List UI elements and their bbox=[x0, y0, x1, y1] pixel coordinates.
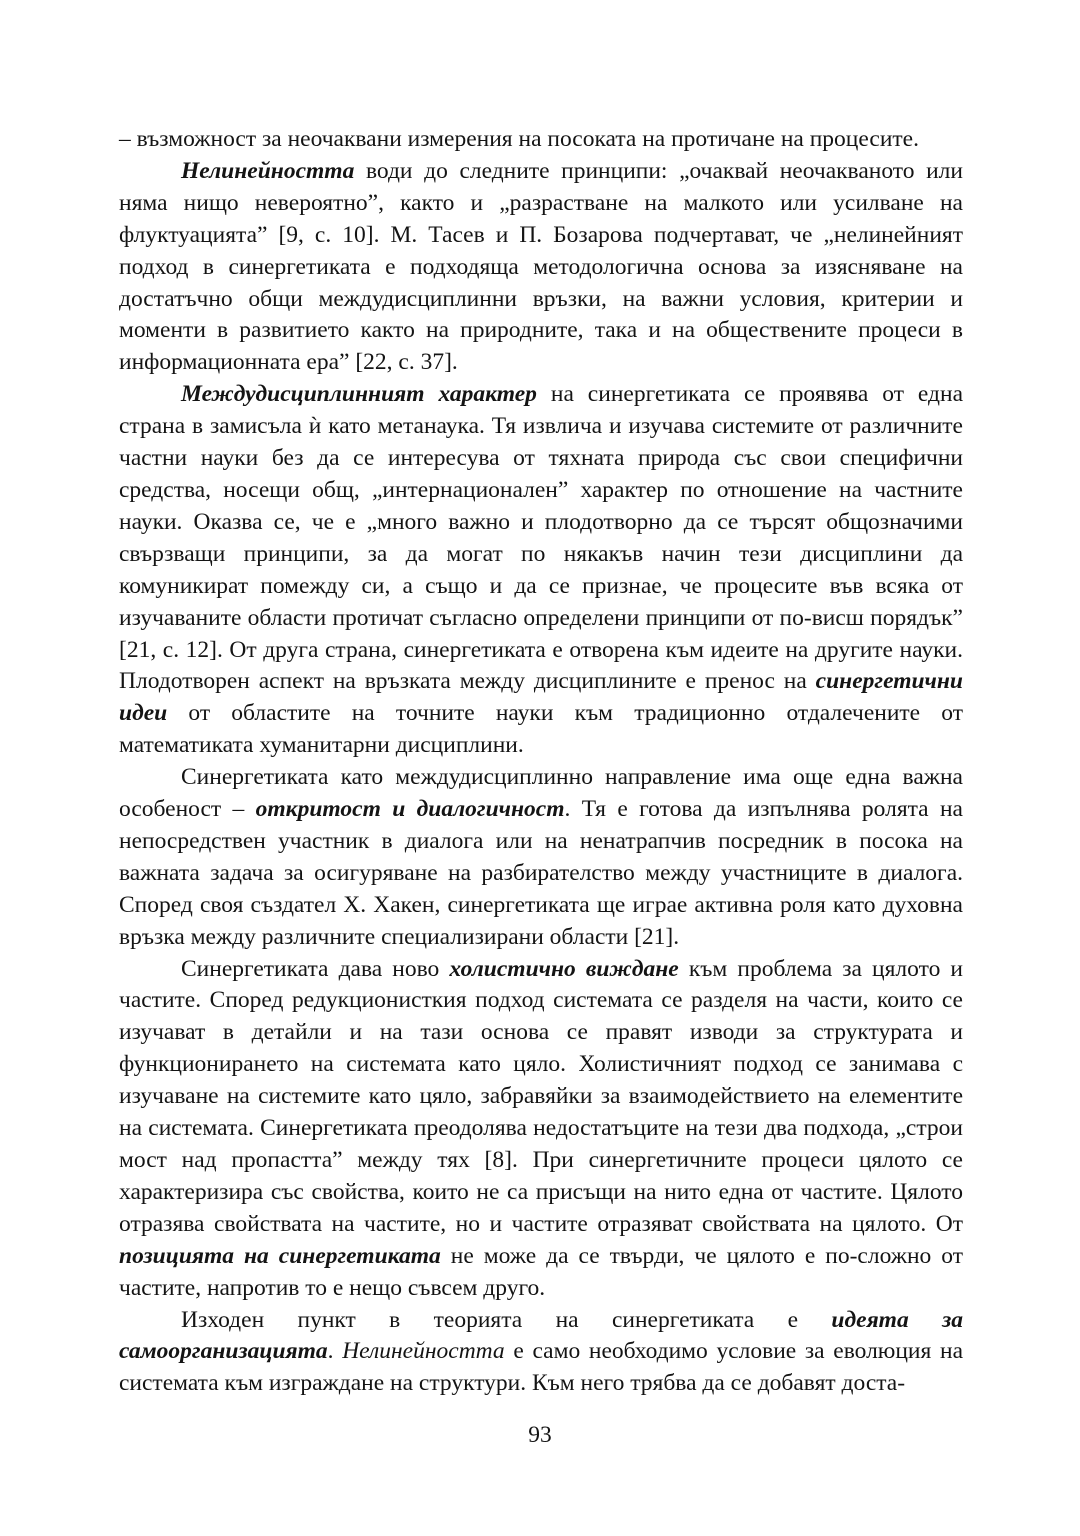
text-run: не може да се твърди, че цялото е по-сложно от частите, напротив то е нещо съвсем друго. bbox=[119, 1242, 963, 1301]
text-run: на синергетиката се проявява от една страна в замисъла ѝ като метанаука. Тя извлича и изучава системите от различните частни науки без да се интересува от тяхната природа със свои специфични средства, носещи общ, „интернационален” характер по отношение на частните науки. Оказва се, че е „много важно и плодотворно да се търсят общозначими свързващи принципи, за да могат по някакъв начин тези дисциплини да комуникират помежду си, а също и да се признае, че процесите във всяка от изучаваните области протичат съгласно определени принципи от по-висш порядък” [21, с. 12]. От друга страна, синергетиката е отворена към идеите на другите науки. Плодотворен аспект на връзката между дисциплините е пренос на bbox=[119, 381, 963, 695]
page-number: 93 bbox=[528, 1422, 552, 1448]
emphasized-term: синергетични идеи bbox=[119, 668, 963, 727]
paragraph bbox=[119, 379, 963, 762]
italic-term: Нелинейността bbox=[342, 1338, 505, 1365]
text-run: Синергетиката дава ново bbox=[181, 955, 450, 982]
paragraph bbox=[119, 762, 963, 953]
paragraph bbox=[119, 954, 963, 1305]
text-run: – възможност за неочаквани измерения на посоката на протичане на процесите. bbox=[119, 126, 919, 152]
body-text bbox=[119, 124, 963, 1400]
text-run: към проблема за цялото и частите. Според редукционисткия подход системата се разделя на части, които се изучават в детайли и на тази основа се правят изводи за структурата и функционирането на системата като цяло. Холистичният подход се занимава с изучаване на системите като цяло, забравяйки за взаимодействието на елементите на системата. Синергетиката преодолява недостатъците на тези два подхода, „строи мост над пропастта” между тях [8]. При синергетичните процеси цялото се характеризира със свойства, които не са присъщи на нито една от частите. Цялото отразява свойствата на частите, но и частите отразяват свойствата на цялото. От bbox=[119, 955, 963, 1237]
emphasized-term: холистично виждане bbox=[449, 955, 679, 982]
paragraph bbox=[119, 124, 963, 156]
emphasized-term: Нелинейността bbox=[181, 157, 355, 184]
text-run: води до следните принципи: „очаквай неочакваното или няма нищо невероятно”, както и „разрастване на малкото или усилване на флуктуацията” [9, с. 10]. М. Тасев и П. Бозарова подчертават, че „нелинейният подход в синергетиката е подходяща методологична основа за изясняване на достатъчно общи междудисциплинни връзки, на важни условия, критерии и моменти в развитието както на природните, така и на обществените процеси в информационната ера” [22, с. 37]. bbox=[119, 157, 963, 376]
emphasized-term: откритост и диалогичност bbox=[255, 796, 565, 823]
emphasized-term: Междудисциплинният характер bbox=[181, 381, 537, 408]
emphasized-term: идеята за самоорганизацията bbox=[119, 1306, 963, 1365]
emphasized-term: позицията на синергетиката bbox=[119, 1242, 441, 1269]
text-run: . bbox=[327, 1338, 343, 1365]
text-run: е само необходимо условие за еволюция на системата към изграждане на структури. Към него трябва да се добавят доста- bbox=[119, 1338, 963, 1397]
text-run: от областите на точните науки към традиционно отдалечените от математиката хуманитарни дисциплини. bbox=[119, 700, 963, 759]
paragraph bbox=[119, 156, 963, 379]
text-run: . Тя е готова да изпълнява ролята на непосредствен участник в диалога или на ненатрапчив посредник в посока на важната задача за осигуряване на разбирателство между участниците в диалога. Според своя създател Х. Хакен, синергетиката ще играе активна роля като духовна връзка между различните специализирани области [21]. bbox=[119, 796, 963, 950]
text-run: Синергетиката като междудисциплинно направление има още една важна особеност – bbox=[119, 764, 963, 823]
paragraph bbox=[119, 1305, 963, 1401]
text-run: Изходен пункт в теорията на синергетиката е bbox=[181, 1306, 832, 1333]
